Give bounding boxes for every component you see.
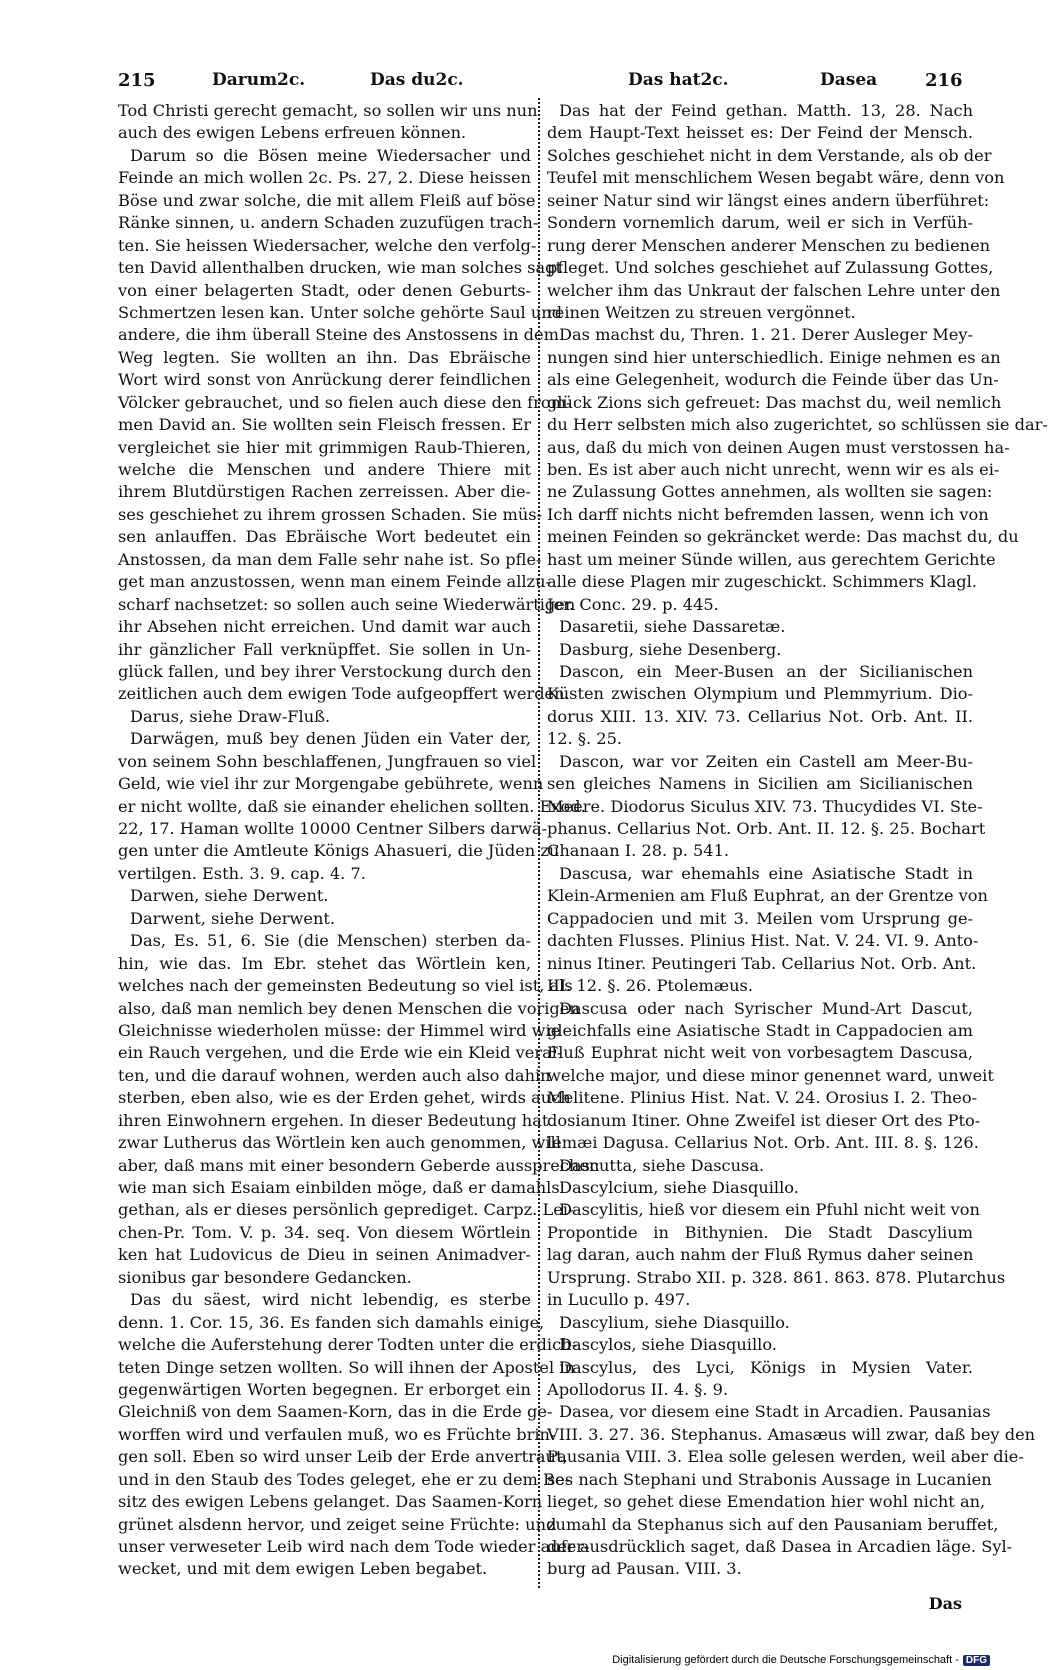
text-line: Völcker gebrauchet, und so fielen auch diese den from-	[118, 392, 572, 412]
text-line: gegenwärtigen Worten begegnen. Er erborget ein	[118, 1379, 531, 1399]
text-line: Sondern vornemlich darum, weil er sich in Verfüh-	[547, 213, 973, 233]
text-line: alle diese Plagen mir zugeschickt. Schimmers Klagl.	[547, 572, 977, 592]
text-line: ein Rauch vergehen, und die Erde wie ein Kleid veral-	[118, 1043, 563, 1063]
text-line: zeitlichen auch dem ewigen Tode aufgeopffert werden.	[118, 684, 570, 704]
text-line: dem Haupt-Text heisset es: Der Feind der Mensch.	[547, 123, 973, 143]
text-line: hast um meiner Sünde willen, aus gerechtem Gerichte	[547, 549, 996, 569]
text-line: welches nach der gemeinsten Bedeutung so viel ist, als	[118, 976, 573, 996]
text-line: Dascylium, siehe Diasquillo.	[559, 1312, 790, 1332]
text-line: Anstossen, da man dem Falle sehr nahe ist. So pfle-	[118, 549, 542, 569]
text-line: gleichfalls eine Asiatische Stadt in Cappadocien am	[547, 1020, 973, 1040]
text-line: in Lucullo p. 497.	[547, 1290, 691, 1310]
text-line: Dasaretii, siehe Dassaretæ.	[559, 617, 786, 637]
text-line: burg ad Pausan. VIII. 3.	[547, 1559, 742, 1579]
credit-text: Digitalisierung gefördert durch die Deutsche Forschungsgemeinschaft -	[612, 1654, 959, 1666]
text-line: du Herr selbsten mich also zugerichtet, so schlüssen sie dar-	[547, 415, 1048, 435]
digitization-credit	[612, 1654, 990, 1666]
text-line: chen-Pr. Tom. V. p. 34. seq. Von diesem Wörtlein	[118, 1222, 531, 1242]
text-line: reinen Weitzen zu streuen vergönnet.	[547, 302, 856, 322]
text-line: der ausdrücklich saget, daß Dasea in Arcadien läge. Syl-	[547, 1537, 1013, 1556]
text-line: Solches geschiehet nicht in dem Verstande, als ob der	[547, 145, 992, 165]
text-line: vertilgen. Esth. 3. 9. cap. 4. 7.	[118, 863, 366, 883]
text-line: ihr gänzlicher Fall verknüpffet. Sie sollen in Un-	[118, 639, 531, 659]
text-line: Dascon, ein Meer-Busen an der Sicilianischen	[559, 661, 973, 681]
text-line: Chanaan I. 28. p. 541.	[547, 841, 730, 861]
text-line: Küsten zwischen Olympium und Plemmyrium. Dio-	[547, 684, 973, 704]
text-line: ninus Itiner. Peutingeri Tab. Cellarius Not. Orb. Ant.	[547, 953, 977, 973]
text-line: ne Zulassung Gottes annehmen, als wollten sie sagen:	[547, 482, 993, 502]
text-line: Darwent, siehe Derwent.	[130, 908, 336, 928]
text-line: Dascylcium, siehe Diasquillo.	[559, 1178, 799, 1197]
text-line: also, daß man nemlich bey denen Menschen die vorigen	[118, 998, 580, 1018]
text-line: VIII. 3. 27. 36. Stephanus. Amasæus will zwar, daß bey den	[547, 1424, 1036, 1444]
text-line: und in den Staub des Todes geleget, ehe er zu dem Be-	[118, 1469, 570, 1489]
text-line: Melitene. Plinius Hist. Nat. V. 24. Orosius I. 2. Theo-	[547, 1088, 978, 1108]
text-line: Tod Christi gerecht gemacht, so sollen wir uns nun	[118, 101, 538, 120]
text-line: Ursprung. Strabo XII. p. 328. 861. 863. 878. Plutarchus	[547, 1267, 1006, 1287]
text-line: 22, 17. Haman wollte 10000 Centner Silbers darwä-	[118, 819, 548, 838]
text-line: gen soll. Eben so wird unser Leib der Erde anvertraut,	[118, 1447, 568, 1467]
text-line: rung derer Menschen anderer Menschen zu bedienen	[547, 235, 991, 255]
text-line: lemæi Dagusa. Cellarius Not. Orb. Ant. III. 8. §. 126.	[547, 1133, 979, 1153]
text-line: Ich darff nichts nicht befremden lassen, wenn ich von	[547, 504, 989, 524]
text-line: Dascylus, des Lyci, Königs in Mysien Vater.	[559, 1357, 973, 1377]
text-line: gen unter die Amtleute Königs Ahasueri, die Jüden zu	[118, 841, 560, 861]
text-line: Teufel mit menschlichem Wesen begabt wäre, denn von	[547, 168, 1005, 188]
text-line: glück fallen, und bey ihrer Verstockung durch den	[118, 661, 532, 681]
text-line: Darum so die Bösen meine Wiedersacher und	[130, 145, 531, 165]
text-line: welche die Auferstehung derer Todten unter die erdich-	[118, 1335, 578, 1355]
page-number-right: 216	[925, 70, 963, 91]
text-line: ihr Absehen nicht erreichen. Und damit war auch	[118, 617, 531, 637]
text-line: Apollodorus II. 4. §. 9.	[547, 1379, 729, 1399]
text-line: Dascon, war vor Zeiten ein Castell am Meer-Bu-	[559, 751, 973, 771]
text-line: Ränke sinnen, u. andern Schaden zuzufügen trach-	[118, 213, 539, 233]
text-line: Geld, wie viel ihr zur Morgengabe gebührete, wenn	[118, 774, 544, 794]
catchword: Das	[928, 1594, 962, 1613]
text-line: dorus XIII. 13. XIV. 73. Cellarius Not. Orb. Ant. II.	[547, 706, 973, 726]
text-line: gethan, als er dieses persönlich geprediget. Carpz. Lei-	[118, 1200, 574, 1220]
text-line: Gleichniß von dem Saamen-Korn, das in die Erde ge-	[118, 1402, 553, 1422]
text-line: unser verweseter Leib wird nach dem Tode wieder aufer-	[118, 1537, 590, 1556]
text-line: pfleget. Und solches geschiehet auf Zulassung Gottes,	[547, 258, 994, 278]
text-line: Darwägen, muß bey denen Jüden ein Vater der,	[130, 729, 531, 749]
text-line: ken hat Ludovicus de Dieu in seinen Animadver-	[118, 1245, 531, 1265]
text-line: 12. §. 25.	[547, 729, 623, 749]
text-line: men David an. Sie wollten sein Fleisch fressen. Er	[118, 415, 531, 435]
text-line: zumahl da Stephanus sich auf den Pausaniam beruffet,	[547, 1514, 999, 1534]
text-line: Schmertzen lesen kan. Unter solche gehörte Saul und	[118, 302, 563, 322]
text-line: sen anlauffen. Das Ebräische Wort bedeutet ein	[118, 527, 531, 547]
text-line: Dasea, vor diesem eine Stadt in Arcadien. Pausanias	[559, 1402, 991, 1422]
text-line: Propontide in Bithynien. Die Stadt Dascylium	[547, 1222, 973, 1242]
page-number-left: 215	[118, 70, 156, 91]
text-line: Feinde an mich wollen 2c. Ps. 27, 2. Diese heissen	[118, 168, 531, 188]
text-line: Das hat der Feind gethan. Matth. 13, 28. Nach	[559, 101, 973, 120]
text-line: zwar Lutherus das Wörtlein ken auch genommen, will	[118, 1133, 561, 1153]
text-line: Klein-Armenien am Fluß Euphrat, an der Grentze von	[547, 886, 988, 906]
text-line: Dascusa, war ehemahls eine Asiatische Stadt in	[559, 863, 973, 883]
right-column	[547, 100, 1048, 1581]
text-line: sen gleiches Namens in Sicilien am Sicilianischen	[547, 774, 973, 794]
header-keyword-2: Das du2c.	[370, 70, 464, 90]
dfg-logo: DFG	[963, 1655, 990, 1666]
header-keyword-4: Dasea	[820, 70, 878, 90]
text-line: ten, und die darauf wohnen, werden auch also dahin	[118, 1065, 551, 1085]
text-line: als eine Gelegenheit, wodurch die Feinde über das Un-	[547, 370, 999, 390]
text-line: welcher ihm das Unkraut der falschen Lehre unter den	[547, 280, 1001, 300]
text-line: von seinem Sohn beschlaffenen, Jungfrauen so viel	[118, 751, 537, 771]
text-line: Dascusa oder nach Syrischer Mund-Art Dascut,	[559, 998, 973, 1018]
text-line: welche major, und diese minor genennet ward, unweit	[547, 1065, 994, 1085]
text-line: scharf nachsetzet: so sollen auch seine Wiederwärtigen	[118, 594, 576, 614]
column-separator	[538, 98, 540, 1588]
text-line: aber, daß mans mit einer besondern Geberde aussprechen	[118, 1155, 600, 1175]
text-line: Das du säest, wird nicht lebendig, es sterbe	[130, 1290, 531, 1310]
text-line: teten Dinge setzen wollten. So will ihnen der Apostel in	[118, 1357, 575, 1377]
text-line: auch des ewigen Lebens erfreuen können.	[118, 123, 467, 143]
text-line: ten David allenthalben drucken, wie man solches sagt	[118, 258, 563, 278]
text-line: aus, daß du mich von deinen Augen must verstossen ha-	[547, 437, 1010, 457]
text-line: wie man sich Esaiam einbilden möge, daß er damahls	[118, 1178, 560, 1197]
text-line: vergleichet sie hier mit grimmigen Raub-Thieren,	[118, 437, 531, 457]
text-line: Jer. Conc. 29. p. 445.	[547, 594, 719, 614]
text-line: Meere. Diodorus Siculus XIV. 73. Thucydides VI. Ste-	[547, 796, 983, 816]
text-line: andere, die ihm überall Steine des Anstossens in dem	[118, 325, 559, 345]
text-line: Gleichnisse wiederholen müsse: der Himmel wird wie	[118, 1020, 561, 1040]
text-line: lag daran, auch nahm der Fluß Rymus daher seinen	[547, 1245, 974, 1265]
text-line: glück Zions sich gefreuet: Das machst du, weil nemlich	[547, 392, 1002, 412]
text-line: sionibus gar besondere Gedancken.	[118, 1267, 412, 1287]
text-line: worffen wird und verfaulen muß, wo es Früchte brin-	[118, 1424, 556, 1444]
text-line: ses geschiehet zu ihrem grossen Schaden. Sie müs-	[118, 504, 543, 524]
text-line: ihren Einwohnern ergehen. In dieser Bedeutung hat	[118, 1110, 549, 1130]
text-line: Dascylos, siehe Diasquillo.	[559, 1335, 777, 1355]
text-line: Fluß Euphrat nicht weit von vorbesagtem Dascusa,	[547, 1043, 973, 1063]
header-keyword-3: Das hat2c.	[628, 70, 729, 90]
text-line: dachten Flusses. Plinius Hist. Nat. V. 24. VI. 9. Anto-	[547, 931, 979, 951]
text-line: Darus, siehe Draw-Fluß.	[130, 706, 331, 726]
text-line: Das, Es. 51, 6. Sie (die Menschen) sterben da-	[130, 931, 531, 951]
text-line: ihrem Blutdürstigen Rachen zerreissen. Aber die-	[118, 482, 531, 502]
text-line: lieget, so gehet diese Emendation hier wohl nicht an,	[547, 1492, 986, 1512]
text-line: er nicht wollte, daß sie einander ehelichen sollten. Exod.	[118, 796, 586, 816]
text-line: meinen Feinden so gekräncket werde: Das machst du, du	[547, 527, 1019, 547]
text-line: Pausania VIII. 3. Elea solle gelesen werden, weil aber die-	[547, 1447, 1024, 1467]
text-line: Das machst du, Thren. 1. 21. Derer Ausleger Mey-	[559, 325, 973, 345]
text-line: sterben, eben also, wie es der Erden gehet, wirds auch	[118, 1088, 571, 1108]
text-line: Dasburg, siehe Desenberg.	[559, 639, 782, 659]
text-line: seiner Natur sind wir längst eines andern überführet:	[547, 190, 990, 210]
text-line: ses nach Stephani und Strabonis Aussage in Lucanien	[547, 1469, 992, 1489]
text-line: Darwen, siehe Derwent.	[130, 886, 329, 906]
text-line: phanus. Cellarius Not. Orb. Ant. II. 12. §. 25. Bochart	[547, 819, 986, 838]
text-line: welche die Menschen und andere Thiere mit	[118, 460, 531, 479]
text-line: Cappadocien und mit 3. Meilen vom Ursprung ge-	[547, 908, 973, 928]
text-line: sitz des ewigen Lebens gelanget. Das Saamen-Korn	[118, 1492, 543, 1512]
text-line: hin, wie das. Im Ebr. stehet das Wörtlein ken,	[118, 953, 531, 973]
text-line: Dascutta, siehe Dascusa.	[559, 1155, 765, 1175]
text-line: Wort wird sonst von Anrückung derer feindlichen	[118, 370, 531, 390]
text-line: grünet alsdenn hervor, und zeiget seine Früchte: und	[118, 1514, 557, 1534]
text-line: ben. Es ist aber auch nicht unrecht, wenn wir es als ei-	[547, 460, 1000, 479]
text-line: dosianum Itiner. Ohne Zweifel ist dieser Ort des Pto-	[547, 1110, 981, 1130]
text-line: Dascylitis, hieß vor diesem ein Pfuhl nicht weit von	[559, 1200, 980, 1220]
text-line: ten. Sie heissen Wiedersacher, welche den verfolg-	[118, 235, 537, 255]
text-line: von einer belagerten Stadt, oder denen Geburts-	[118, 280, 531, 300]
text-line: wecket, und mit dem ewigen Leben begabet.	[118, 1559, 488, 1579]
text-line: denn. 1. Cor. 15, 36. Es fanden sich damahls einige,	[118, 1312, 545, 1332]
header-keyword-1: Darum2c.	[212, 70, 306, 90]
text-line: III. 12. §. 26. Ptolemæus.	[547, 976, 753, 996]
text-line: Weg legten. Sie wollten an ihn. Das Ebräische	[118, 347, 531, 367]
text-line: Böse und zwar solche, die mit allem Fleiß auf böse	[118, 190, 536, 210]
text-line: get man anzustossen, wenn man einem Feinde allzu-	[118, 572, 551, 592]
text-line: nungen sind hier unterschiedlich. Einige nehmen es an	[547, 347, 1001, 367]
